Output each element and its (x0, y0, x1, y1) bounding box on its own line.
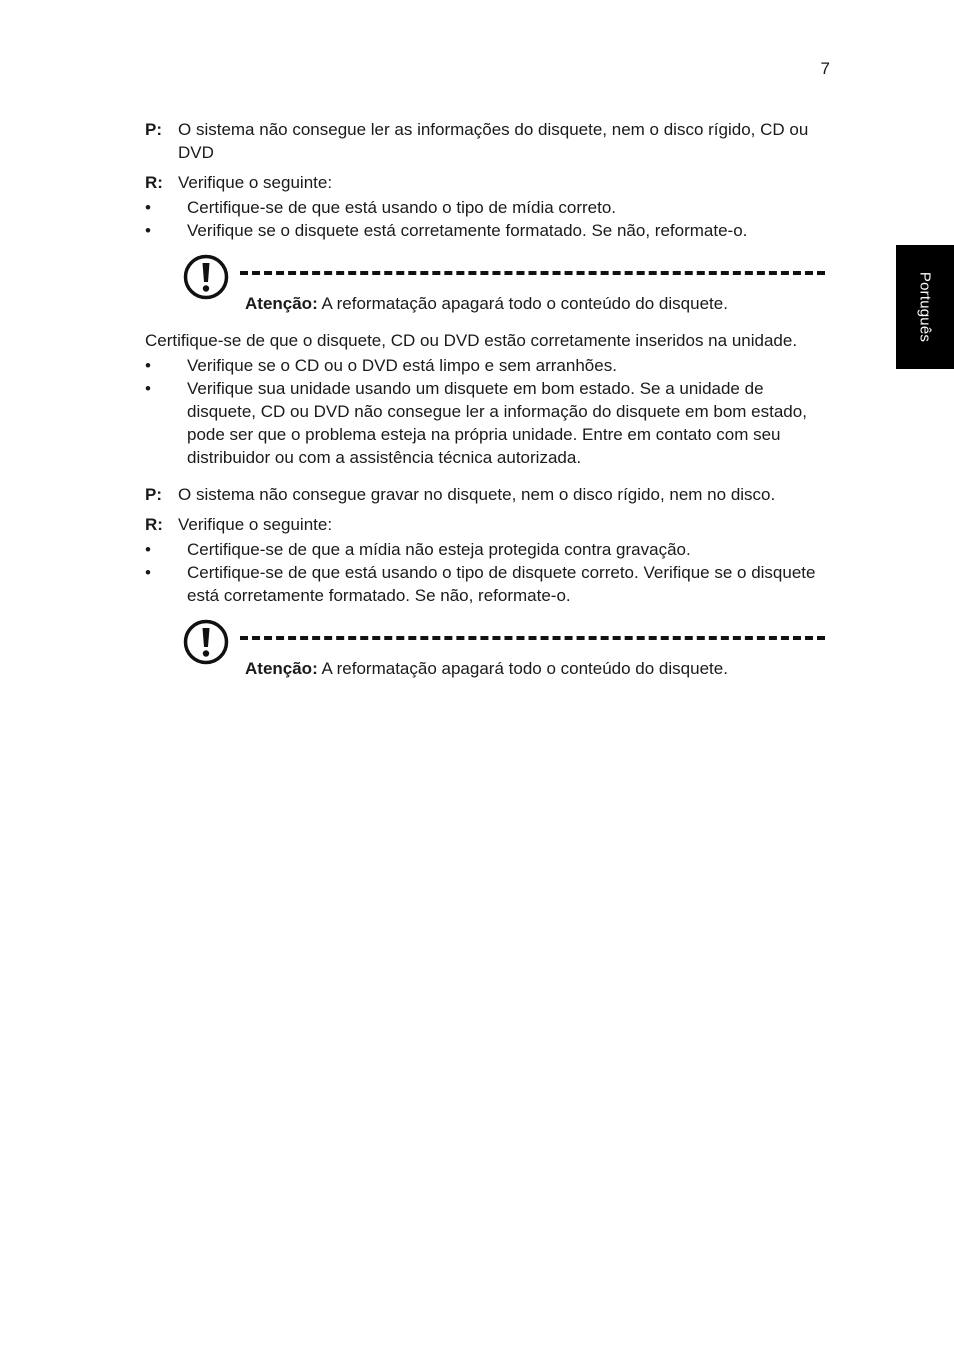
note-label: Atenção: (245, 294, 318, 313)
note-text: Atenção: A reformatação apagará todo o conteúdo do disquete. (245, 659, 728, 678)
paragraph: Certifique-se de que o disquete, CD ou DVD estão corretamente inseridos na unidade. (145, 331, 798, 350)
question-label: P: (145, 485, 162, 504)
note-divider (240, 636, 825, 640)
note-label: Atenção: (245, 659, 318, 678)
language-tab-label: Português (916, 271, 934, 343)
question-label: P: (145, 120, 162, 139)
question-text: O sistema não consegue gravar no disquete, nem o disco rígido, nem no disco. (178, 485, 776, 504)
list-item: • Certifique-se de que está usando o tipo de mídia correto. (145, 198, 617, 217)
bullet-icon: • (145, 379, 151, 398)
bullet-icon: • (145, 563, 151, 582)
question-text: O sistema não consegue ler as informações do disquete, nem o disco rígido, CD ou DVD (178, 120, 809, 162)
answer-text: Verifique o seguinte: (178, 173, 333, 192)
warning-exclamation-icon (183, 619, 229, 665)
bullet-icon: • (145, 540, 151, 559)
answer-text: Verifique o seguinte: (178, 515, 333, 534)
language-tab (896, 245, 954, 369)
bullet-list-3 (145, 538, 835, 607)
warning-note-2 (145, 619, 835, 685)
bullet-icon: • (145, 356, 151, 375)
note-text: Atenção: A reformatação apagará todo o conteúdo do disquete. (245, 294, 728, 313)
question-2 (145, 483, 835, 506)
bullet-icon: • (145, 198, 151, 217)
page-number: 7 (820, 59, 830, 78)
answer-label: R: (145, 173, 163, 192)
warning-note-1 (145, 254, 835, 320)
list-item: • Verifique se o CD ou o DVD está limpo e sem arranhões. (145, 356, 617, 375)
answer-2 (145, 513, 835, 536)
bullet-list-1 (145, 196, 835, 242)
note-divider (240, 271, 825, 275)
page-content (145, 118, 835, 685)
list-item: • Certifique-se de que está usando o tipo de disquete correto. Verifique se o disquete está corretamente formatado. Se não, reformate-o. (145, 563, 816, 605)
bullet-icon: • (145, 221, 151, 240)
answer-label: R: (145, 515, 163, 534)
question-1 (145, 118, 835, 164)
bullet-list-2 (145, 354, 835, 469)
list-item: • Verifique se o disquete está corretamente formatado. Se não, reformate-o. (145, 221, 748, 240)
warning-exclamation-icon (183, 254, 229, 300)
list-item: • Verifique sua unidade usando um disquete em bom estado. Se a unidade de disquete, CD ou DVD não consegue ler a informação do disquete em bom estado, pode ser que o problema esteja na própria unidade. Entre em contato com seu distribuidor ou com a assistência técnica autorizada. (145, 379, 807, 467)
list-item: • Certifique-se de que a mídia não esteja protegida contra gravação. (145, 540, 691, 559)
answer-1 (145, 171, 835, 194)
